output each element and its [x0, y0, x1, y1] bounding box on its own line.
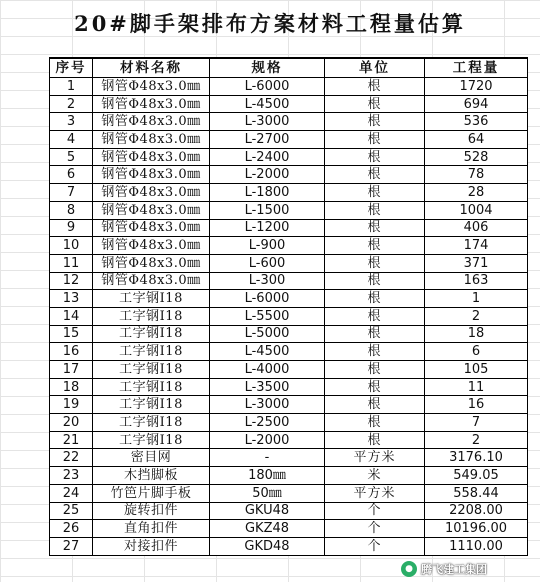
- table-row: [50, 148, 528, 166]
- cell-unit: 根: [325, 272, 425, 290]
- cell-unit: 个: [325, 520, 425, 538]
- cell-qty: 1: [425, 290, 528, 308]
- material-quantity-table: [49, 57, 528, 556]
- table-row: [50, 272, 528, 290]
- cell-qty: 528: [425, 148, 528, 166]
- cell-no: 8: [50, 201, 93, 219]
- cell-material: 工字钢I18: [93, 325, 210, 343]
- cell-qty: 174: [425, 237, 528, 255]
- cell-no: 15: [50, 325, 93, 343]
- cell-unit: 根: [325, 131, 425, 149]
- cell-qty: 2: [425, 307, 528, 325]
- column-header-spec: 规格: [210, 58, 325, 78]
- cell-spec: L-2000: [210, 166, 325, 184]
- cell-unit: 根: [325, 166, 425, 184]
- cell-no: 4: [50, 131, 93, 149]
- table-row: [50, 307, 528, 325]
- cell-qty: 7: [425, 414, 528, 432]
- table-row: [50, 396, 528, 414]
- cell-qty: 371: [425, 254, 528, 272]
- cell-qty: 2: [425, 431, 528, 449]
- cell-unit: 个: [325, 502, 425, 520]
- cell-spec: 180㎜: [210, 467, 325, 485]
- cell-material: 钢管Φ48x3.0㎜: [93, 219, 210, 237]
- table-row: [50, 520, 528, 538]
- cell-unit: 根: [325, 325, 425, 343]
- table-header-row: [50, 58, 528, 78]
- cell-unit: 个: [325, 537, 425, 555]
- cell-no: 27: [50, 537, 93, 555]
- cell-spec: L-2400: [210, 148, 325, 166]
- cell-no: 12: [50, 272, 93, 290]
- table-row: [50, 237, 528, 255]
- cell-unit: 根: [325, 113, 425, 131]
- cell-spec: L-1200: [210, 219, 325, 237]
- cell-qty: 2208.00: [425, 502, 528, 520]
- cell-spec: L-6000: [210, 78, 325, 96]
- cell-no: 6: [50, 166, 93, 184]
- column-header-material: 材料名称: [93, 58, 210, 78]
- cell-unit: 根: [325, 307, 425, 325]
- cell-no: 19: [50, 396, 93, 414]
- cell-material: 工字钢I18: [93, 396, 210, 414]
- cell-spec: L-2000: [210, 431, 325, 449]
- table-row: [50, 78, 528, 96]
- cell-material: 钢管Φ48x3.0㎜: [93, 95, 210, 113]
- table-row: [50, 219, 528, 237]
- cell-no: 23: [50, 467, 93, 485]
- table-row: [50, 343, 528, 361]
- cell-material: 工字钢I18: [93, 343, 210, 361]
- table-row: [50, 414, 528, 432]
- cell-unit: 根: [325, 396, 425, 414]
- cell-material: 工字钢I18: [93, 414, 210, 432]
- cell-spec: L-2700: [210, 131, 325, 149]
- cell-spec: L-5500: [210, 307, 325, 325]
- cell-no: 2: [50, 95, 93, 113]
- cell-spec: L-900: [210, 237, 325, 255]
- column-header-unit: 单位: [325, 58, 425, 78]
- table-row: [50, 254, 528, 272]
- cell-spec: GKZ48: [210, 520, 325, 538]
- table-row: [50, 378, 528, 396]
- table-row: [50, 166, 528, 184]
- wechat-logo-icon: ●: [401, 561, 417, 577]
- table-row: [50, 537, 528, 555]
- cell-qty: 105: [425, 361, 528, 379]
- cell-material: 钢管Φ48x3.0㎜: [93, 148, 210, 166]
- cell-qty: 16: [425, 396, 528, 414]
- cell-unit: 根: [325, 254, 425, 272]
- cell-material: 木挡脚板: [93, 467, 210, 485]
- cell-qty: 11: [425, 378, 528, 396]
- watermark: [401, 559, 533, 579]
- cell-qty: 1720: [425, 78, 528, 96]
- column-header-no: 序号: [50, 58, 93, 78]
- cell-unit: 根: [325, 201, 425, 219]
- cell-no: 1: [50, 78, 93, 96]
- cell-qty: 536: [425, 113, 528, 131]
- table-row: [50, 502, 528, 520]
- table-body: [50, 78, 528, 556]
- table-row: [50, 113, 528, 131]
- cell-material: 旋转扣件: [93, 502, 210, 520]
- cell-unit: 根: [325, 414, 425, 432]
- cell-unit: 根: [325, 378, 425, 396]
- table-row: [50, 131, 528, 149]
- cell-material: 工字钢I18: [93, 290, 210, 308]
- cell-qty: 64: [425, 131, 528, 149]
- cell-spec: GKU48: [210, 502, 325, 520]
- cell-unit: 米: [325, 467, 425, 485]
- cell-no: 17: [50, 361, 93, 379]
- cell-qty: 163: [425, 272, 528, 290]
- cell-no: 14: [50, 307, 93, 325]
- cell-material: 工字钢I18: [93, 361, 210, 379]
- cell-no: 20: [50, 414, 93, 432]
- sheet-title: 20#脚手架排布方案材料工程量估算: [74, 11, 466, 36]
- cell-material: 工字钢I18: [93, 378, 210, 396]
- cell-no: 5: [50, 148, 93, 166]
- cell-spec: GKD48: [210, 537, 325, 555]
- cell-qty: 549.05: [425, 467, 528, 485]
- cell-qty: 28: [425, 184, 528, 202]
- cell-spec: L-6000: [210, 290, 325, 308]
- cell-spec: L-4500: [210, 343, 325, 361]
- cell-material: 钢管Φ48x3.0㎜: [93, 254, 210, 272]
- cell-qty: 78: [425, 166, 528, 184]
- cell-spec: L-5000: [210, 325, 325, 343]
- cell-qty: 3176.10: [425, 449, 528, 467]
- cell-unit: 根: [325, 361, 425, 379]
- cell-no: 24: [50, 484, 93, 502]
- cell-no: 13: [50, 290, 93, 308]
- cell-qty: 1110.00: [425, 537, 528, 555]
- table-row: [50, 184, 528, 202]
- cell-no: 11: [50, 254, 93, 272]
- cell-unit: 平方米: [325, 449, 425, 467]
- cell-material: 密目网: [93, 449, 210, 467]
- cell-qty: 406: [425, 219, 528, 237]
- cell-spec: L-300: [210, 272, 325, 290]
- cell-no: 9: [50, 219, 93, 237]
- cell-no: 18: [50, 378, 93, 396]
- cell-material: 工字钢I18: [93, 431, 210, 449]
- cell-material: 钢管Φ48x3.0㎜: [93, 166, 210, 184]
- table-row: [50, 449, 528, 467]
- cell-material: 钢管Φ48x3.0㎜: [93, 272, 210, 290]
- table-row: [50, 467, 528, 485]
- cell-material: 工字钢I18: [93, 307, 210, 325]
- cell-no: 25: [50, 502, 93, 520]
- cell-spec: 50㎜: [210, 484, 325, 502]
- cell-unit: 根: [325, 431, 425, 449]
- cell-no: 26: [50, 520, 93, 538]
- column-header-qty: 工程量: [425, 58, 528, 78]
- cell-spec: L-4000: [210, 361, 325, 379]
- cell-no: 16: [50, 343, 93, 361]
- table-row: [50, 201, 528, 219]
- table-row: [50, 361, 528, 379]
- cell-qty: 694: [425, 95, 528, 113]
- cell-spec: L-1500: [210, 201, 325, 219]
- cell-unit: 根: [325, 95, 425, 113]
- cell-material: 竹笆片脚手板: [93, 484, 210, 502]
- table-row: [50, 431, 528, 449]
- cell-unit: 根: [325, 343, 425, 361]
- cell-spec: L-3000: [210, 113, 325, 131]
- table-row: [50, 325, 528, 343]
- cell-no: 7: [50, 184, 93, 202]
- cell-qty: 6: [425, 343, 528, 361]
- cell-spec: L-2500: [210, 414, 325, 432]
- cell-material: 钢管Φ48x3.0㎜: [93, 78, 210, 96]
- cell-unit: 根: [325, 78, 425, 96]
- table-row: [50, 484, 528, 502]
- cell-material: 钢管Φ48x3.0㎜: [93, 237, 210, 255]
- cell-qty: 1004: [425, 201, 528, 219]
- cell-unit: 根: [325, 148, 425, 166]
- cell-material: 钢管Φ48x3.0㎜: [93, 201, 210, 219]
- cell-unit: 根: [325, 290, 425, 308]
- watermark-text: 腾飞建工集团: [421, 563, 487, 576]
- cell-spec: L-3500: [210, 378, 325, 396]
- cell-spec: L-3000: [210, 396, 325, 414]
- cell-material: 直角扣件: [93, 520, 210, 538]
- cell-qty: 558.44: [425, 484, 528, 502]
- table-row: [50, 95, 528, 113]
- cell-material: 钢管Φ48x3.0㎜: [93, 113, 210, 131]
- cell-no: 22: [50, 449, 93, 467]
- cell-material: 钢管Φ48x3.0㎜: [93, 131, 210, 149]
- cell-material: 钢管Φ48x3.0㎜: [93, 184, 210, 202]
- cell-spec: L-600: [210, 254, 325, 272]
- cell-qty: 10196.00: [425, 520, 528, 538]
- cell-spec: -: [210, 449, 325, 467]
- cell-no: 10: [50, 237, 93, 255]
- cell-spec: L-4500: [210, 95, 325, 113]
- cell-unit: 平方米: [325, 484, 425, 502]
- cell-unit: 根: [325, 219, 425, 237]
- cell-spec: L-1800: [210, 184, 325, 202]
- table-row: [50, 290, 528, 308]
- cell-no: 21: [50, 431, 93, 449]
- cell-no: 3: [50, 113, 93, 131]
- cell-qty: 18: [425, 325, 528, 343]
- cell-material: 对接扣件: [93, 537, 210, 555]
- cell-unit: 根: [325, 184, 425, 202]
- cell-unit: 根: [325, 237, 425, 255]
